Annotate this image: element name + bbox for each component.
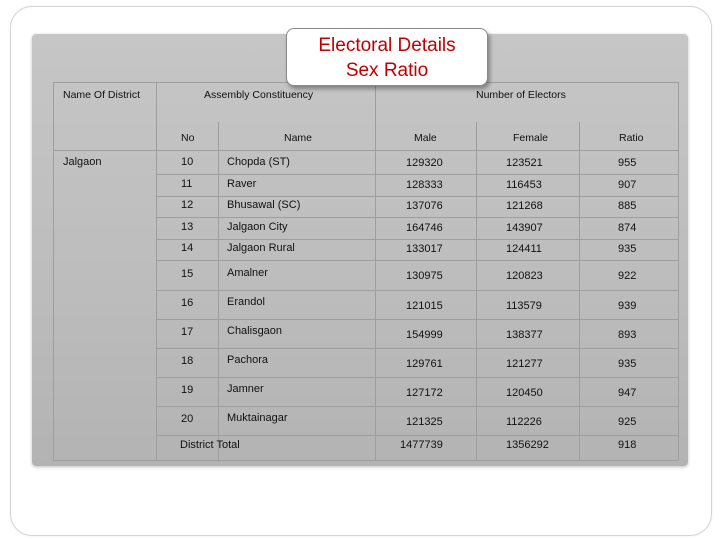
row-ratio: 939 bbox=[618, 300, 637, 312]
row-male: 121325 bbox=[406, 416, 443, 428]
electoral-table bbox=[53, 82, 678, 460]
row-no: 13 bbox=[181, 221, 194, 233]
row-name: Erandol bbox=[227, 296, 265, 308]
row-male: 133017 bbox=[406, 243, 443, 255]
row-male: 129761 bbox=[406, 358, 443, 370]
divider-no bbox=[218, 122, 219, 462]
row-female: 121268 bbox=[506, 200, 543, 212]
header-electors: Number of Electors bbox=[476, 89, 566, 101]
header-name: Name bbox=[284, 132, 313, 144]
header-male: Male bbox=[414, 132, 437, 144]
row-no: 14 bbox=[181, 242, 194, 254]
row-male: 121015 bbox=[406, 300, 443, 312]
total-female: 1356292 bbox=[506, 439, 549, 451]
divider-female bbox=[476, 122, 477, 460]
title-line-2: Sex Ratio bbox=[345, 60, 429, 81]
row-name: Muktainagar bbox=[227, 412, 288, 424]
row-name: Bhusawal (SC) bbox=[227, 199, 301, 211]
row-name: Chalisgaon bbox=[227, 325, 283, 337]
row-female: 116453 bbox=[506, 179, 542, 191]
divider-ratio bbox=[579, 122, 580, 460]
row-female: 120823 bbox=[506, 270, 543, 282]
row-no: 15 bbox=[181, 268, 194, 280]
row-no: 10 bbox=[181, 156, 194, 168]
row-separator bbox=[156, 260, 678, 261]
row-female: 113579 bbox=[506, 300, 542, 312]
row-separator bbox=[156, 377, 678, 378]
row-ratio: 922 bbox=[618, 270, 637, 282]
row-female: 123521 bbox=[506, 157, 543, 169]
row-no: 18 bbox=[181, 355, 194, 367]
row-ratio: 935 bbox=[618, 243, 637, 255]
header-separator bbox=[53, 150, 678, 151]
row-male: 164746 bbox=[406, 222, 443, 234]
row-name: Pachora bbox=[227, 354, 268, 366]
row-ratio: 874 bbox=[618, 222, 637, 234]
row-separator bbox=[156, 217, 678, 218]
row-separator bbox=[156, 435, 678, 436]
row-separator bbox=[156, 406, 678, 407]
district-name: Jalgaon bbox=[63, 156, 102, 168]
row-separator bbox=[156, 239, 678, 240]
row-name: Chopda (ST) bbox=[227, 156, 290, 168]
divider-district bbox=[156, 82, 157, 460]
row-name: Raver bbox=[227, 178, 257, 190]
row-separator bbox=[156, 348, 678, 349]
table-border-bottom bbox=[53, 460, 678, 461]
total-label: District Total bbox=[180, 439, 240, 451]
header-female: Female bbox=[513, 132, 549, 144]
row-ratio: 935 bbox=[618, 358, 637, 370]
row-female: 138377 bbox=[506, 329, 543, 341]
row-name: Jalgaon City bbox=[227, 221, 288, 233]
row-ratio: 955 bbox=[618, 157, 637, 169]
row-female: 124411 bbox=[506, 243, 542, 255]
row-no: 11 bbox=[181, 178, 193, 190]
row-male: 128333 bbox=[406, 179, 443, 191]
row-ratio: 947 bbox=[618, 387, 637, 399]
row-female: 143907 bbox=[506, 222, 543, 234]
row-ratio: 925 bbox=[618, 416, 637, 428]
row-name: Jalgaon Rural bbox=[227, 242, 295, 254]
row-separator bbox=[156, 174, 678, 175]
row-no: 19 bbox=[181, 384, 194, 396]
header-no: No bbox=[181, 132, 195, 144]
row-name: Amalner bbox=[227, 267, 268, 279]
row-female: 120450 bbox=[506, 387, 543, 399]
row-ratio: 885 bbox=[618, 200, 637, 212]
row-female: 121277 bbox=[506, 358, 543, 370]
row-female: 112226 bbox=[506, 416, 542, 428]
row-separator bbox=[156, 290, 678, 291]
row-ratio: 893 bbox=[618, 329, 637, 341]
total-male: 1477739 bbox=[400, 439, 443, 451]
row-separator bbox=[156, 319, 678, 320]
header-assembly: Assembly Constituency bbox=[204, 89, 314, 101]
total-ratio: 918 bbox=[618, 439, 637, 451]
divider-electors bbox=[375, 82, 376, 460]
row-no: 17 bbox=[181, 326, 194, 338]
header-district: Name Of District bbox=[63, 89, 141, 101]
title-box bbox=[286, 28, 488, 86]
row-male: 127172 bbox=[406, 387, 443, 399]
row-no: 16 bbox=[181, 297, 194, 309]
table-border-left bbox=[53, 82, 54, 460]
row-male: 130975 bbox=[406, 270, 443, 282]
row-no: 20 bbox=[181, 413, 194, 425]
row-no: 12 bbox=[181, 199, 194, 211]
row-separator bbox=[156, 196, 678, 197]
title-line-1: Electoral Details bbox=[318, 35, 456, 56]
row-male: 154999 bbox=[406, 329, 443, 341]
header-ratio: Ratio bbox=[619, 132, 644, 144]
row-ratio: 907 bbox=[618, 179, 637, 191]
table-border-right bbox=[678, 82, 679, 460]
row-male: 137076 bbox=[406, 200, 443, 212]
row-male: 129320 bbox=[406, 157, 443, 169]
row-name: Jamner bbox=[227, 383, 264, 395]
